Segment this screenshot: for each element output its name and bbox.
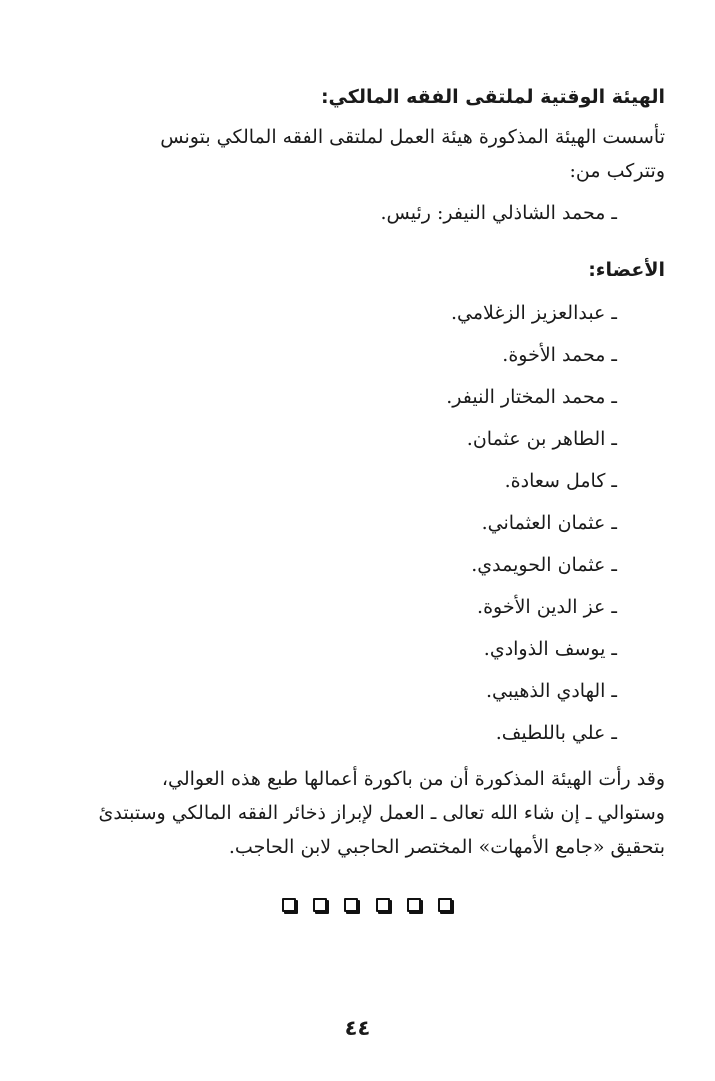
member-item: ـ عز الدين الأخوة. [477, 596, 617, 618]
members-title: الأعضاء: [588, 259, 665, 281]
member-item: ـ محمد المختار النيفر. [446, 386, 617, 408]
hollow-square-icon [407, 898, 421, 912]
page-number: ٤٤ [344, 1016, 371, 1040]
member-item: ـ عبدالعزيز الزغلامي. [450, 302, 617, 324]
member-item: ـ الهادي الذهيبي. [486, 680, 617, 702]
member-item: ـ علي باللطيف. [495, 722, 617, 744]
member-item: ـ عثمان الحويمدي. [471, 554, 617, 576]
member-item: ـ عثمان العثماني. [481, 512, 617, 534]
member-item: ـ يوسف الذوادي. [483, 638, 617, 660]
intro-line-1: تأسست الهيئة المذكورة هيئة العمل لملتقى الفقه المالكي بتونس [160, 126, 665, 148]
closing-line-1: وقد رأت الهيئة المذكورة أن من باكورة أعمالها طبع هذه العوالي، [161, 768, 665, 790]
member-item: ـ كامل سعادة. [504, 470, 617, 492]
hollow-square-icon [313, 898, 327, 912]
closing-line-3: بتحقيق «جامع الأمهات» المختصر الحاجبي لابن الحاجب. [228, 836, 665, 858]
section-separator [282, 898, 452, 912]
hollow-square-icon [376, 898, 390, 912]
member-item: ـ الطاهر بن عثمان. [466, 428, 617, 450]
section-title: الهيئة الوقتية لملتقى الفقه المالكي: [320, 86, 665, 108]
intro-line-2: وتتركب من: [569, 160, 665, 182]
closing-line-2: وستوالي ـ إن شاء الله تعالى ـ العمل لإبراز ذخائر الفقه المالكي وستبتدئ [98, 802, 665, 824]
hollow-square-icon [282, 898, 296, 912]
president-line: ـ محمد الشاذلي النيفر: رئيس. [380, 202, 617, 224]
member-item: ـ محمد الأخوة. [502, 344, 617, 366]
hollow-square-icon [344, 898, 358, 912]
hollow-square-icon [438, 898, 452, 912]
